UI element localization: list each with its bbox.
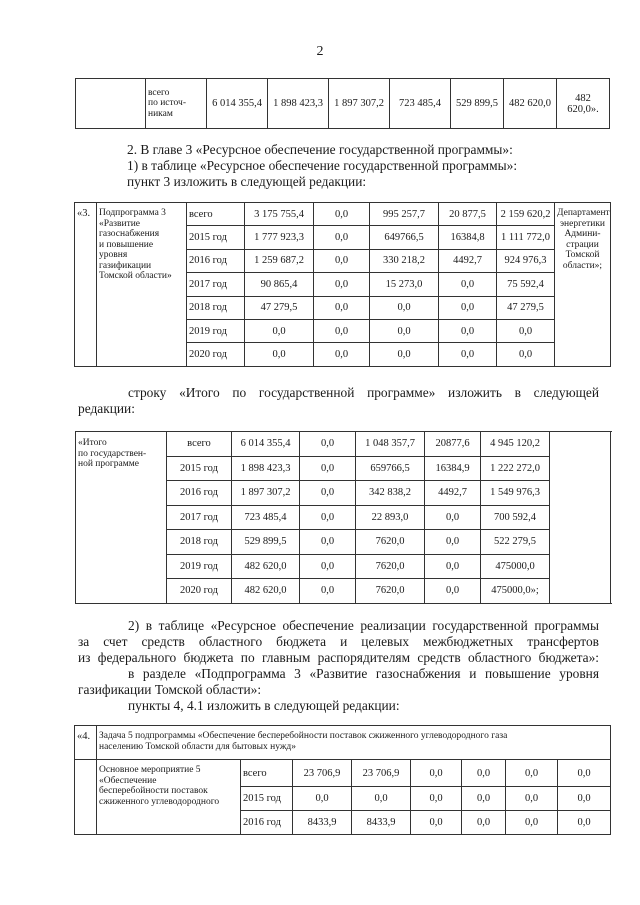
value-cell: 0,0: [314, 343, 370, 366]
value-cell: 16384,9: [425, 456, 481, 481]
task5-table: [74, 725, 611, 835]
value-cell: 0,0: [411, 787, 462, 811]
value-cell: 90 865,4: [245, 273, 314, 296]
value-cell: 482 620,0».: [557, 79, 610, 129]
sources-label: всего по источ- никам: [146, 79, 207, 129]
period-label: 2015 год: [241, 787, 293, 811]
period-label: 2016 год: [167, 481, 232, 506]
value-cell: 482 620,0: [232, 579, 300, 604]
table-row: [75, 760, 611, 787]
value-cell: 0,0: [425, 530, 481, 555]
value-cell: 0,0: [300, 481, 356, 506]
value-cell: 2 159 620,2: [497, 203, 555, 226]
value-cell: 1 048 357,7: [356, 432, 425, 457]
period-label: 2015 год: [187, 226, 245, 249]
value-cell: 0,0: [462, 811, 506, 835]
value-cell: 75 592,4: [497, 273, 555, 296]
value-cell: 1 549 976,3: [481, 481, 550, 506]
subprogram3-table: [74, 202, 611, 367]
value-cell: 0,0: [425, 579, 481, 604]
value-cell: 8433,9: [352, 811, 411, 835]
value-cell: 20 877,5: [439, 203, 497, 226]
value-cell: 995 257,7: [370, 203, 439, 226]
value-cell: 16384,8: [439, 226, 497, 249]
value-cell: 7620,0: [356, 530, 425, 555]
value-cell: 649766,5: [370, 226, 439, 249]
value-cell: 0,0: [497, 319, 555, 342]
value-cell: 0,0: [558, 787, 611, 811]
value-cell: 0,0: [411, 760, 462, 787]
value-cell: 723 485,4: [390, 79, 451, 129]
value-cell: 529 899,5: [232, 530, 300, 555]
empty-cell: [75, 760, 97, 835]
value-cell: 8433,9: [293, 811, 352, 835]
value-cell: 4492,7: [425, 481, 481, 506]
period-label: 2017 год: [167, 505, 232, 530]
value-cell: 0,0: [314, 226, 370, 249]
value-cell: 1 897 307,2: [232, 481, 300, 506]
value-cell: 0,0: [300, 554, 356, 579]
value-cell: 924 976,3: [497, 249, 555, 272]
period-label: 2016 год: [241, 811, 293, 835]
value-cell: 1 222 272,0: [481, 456, 550, 481]
value-cell: 723 485,4: [232, 505, 300, 530]
period-label: 2019 год: [167, 554, 232, 579]
value-cell: 47 279,5: [245, 296, 314, 319]
itogo-table: [75, 431, 611, 604]
value-cell: 0,0: [314, 319, 370, 342]
value-cell: 4492,7: [439, 249, 497, 272]
value-cell: 0,0: [462, 760, 506, 787]
value-cell: 522 279,5: [481, 530, 550, 555]
value-cell: 0,0: [370, 296, 439, 319]
empty-cell: [76, 79, 146, 129]
value-cell: 0,0: [300, 432, 356, 457]
value-cell: 6 014 355,4: [207, 79, 268, 129]
task-title: Задача 5 подпрограммы «Обеспечение бесперебойности поставок сжиженного углеводородного газа населению Томской области для бытовых нужд»: [97, 726, 611, 760]
activity-name: Основное мероприятие 5 «Обеспечение бесперебойности поставок сжиженного углеводородного: [97, 760, 241, 835]
value-cell: 0,0: [352, 787, 411, 811]
value-cell: 0,0: [411, 811, 462, 835]
value-cell: 475000,0»;: [481, 579, 550, 604]
period-label: 2020 год: [167, 579, 232, 604]
value-cell: 1 898 423,3: [268, 79, 329, 129]
value-cell: 1 898 423,3: [232, 456, 300, 481]
value-cell: 7620,0: [356, 554, 425, 579]
table-row: [75, 203, 611, 226]
table-row: [76, 432, 611, 457]
value-cell: 0,0: [558, 811, 611, 835]
value-cell: 0,0: [314, 249, 370, 272]
period-label: 2017 год: [187, 273, 245, 296]
value-cell: 1 897 307,2: [329, 79, 390, 129]
value-cell: 1 259 687,2: [245, 249, 314, 272]
value-cell: 0,0: [439, 343, 497, 366]
value-cell: 1 777 923,3: [245, 226, 314, 249]
value-cell: 0,0: [300, 505, 356, 530]
table-row: [75, 726, 611, 760]
empty-cell: [550, 432, 611, 604]
value-cell: 0,0: [370, 319, 439, 342]
value-cell: 482 620,0: [232, 554, 300, 579]
value-cell: 7620,0: [356, 579, 425, 604]
value-cell: 0,0: [314, 296, 370, 319]
period-label: 2019 год: [187, 319, 245, 342]
value-cell: 659766,5: [356, 456, 425, 481]
value-cell: 700 592,4: [481, 505, 550, 530]
value-cell: 0,0: [245, 319, 314, 342]
value-cell: 475000,0: [481, 554, 550, 579]
value-cell: 0,0: [425, 554, 481, 579]
value-cell: 0,0: [506, 760, 558, 787]
value-cell: 0,0: [462, 787, 506, 811]
value-cell: 0,0: [439, 273, 497, 296]
value-cell: 0,0: [314, 273, 370, 296]
value-cell: 0,0: [439, 319, 497, 342]
period-label: 2020 год: [187, 343, 245, 366]
top-total-table: [75, 78, 610, 129]
period-label: всего: [187, 203, 245, 226]
value-cell: 0,0: [439, 296, 497, 319]
value-cell: 0,0: [293, 787, 352, 811]
period-label: 2015 год: [167, 456, 232, 481]
page-number: 2: [316, 44, 324, 59]
value-cell: 330 218,2: [370, 249, 439, 272]
period-label: 2018 год: [187, 296, 245, 319]
paragraph-chapter3: 2. В главе 3 «Ресурсное обеспечение государственной программы»: 1) в таблице «Ресурсное обеспечение государственной программы»: пункт 3 изложить в следующей редакции:: [127, 142, 518, 189]
value-cell: 20877,6: [425, 432, 481, 457]
value-cell: 47 279,5: [497, 296, 555, 319]
period-label: 2016 год: [187, 249, 245, 272]
period-label: всего: [241, 760, 293, 787]
paragraph-itogo: строку «Итого по государственной программе» изложить в следующей редакции:: [78, 385, 599, 416]
value-cell: 23 706,9: [293, 760, 352, 787]
value-cell: 0,0: [558, 760, 611, 787]
period-label: всего: [167, 432, 232, 457]
value-cell: 0,0: [370, 343, 439, 366]
value-cell: 0,0: [300, 579, 356, 604]
subprogram-name: Подпрограмма 3 «Развитие газоснабжения и повышение уровня газификации Томской области»: [97, 203, 187, 367]
value-cell: 3 175 755,4: [245, 203, 314, 226]
value-cell: 6 014 355,4: [232, 432, 300, 457]
value-cell: 0,0: [314, 203, 370, 226]
value-cell: 529 899,5: [451, 79, 504, 129]
value-cell: 0,0: [245, 343, 314, 366]
item-number: «4.: [75, 726, 97, 760]
value-cell: 342 838,2: [356, 481, 425, 506]
paragraph-table2: 2) в таблице «Ресурсное обеспечение реализации государственной программы за счет средств областного бюджета и целевых межбюджетных трансфертов из федерального бюджета по главным распорядителям средств областного бюджета»: в разделе «Подпрограмма 3 «Развитие газоснабжения и повышение уровня газификации Томской области»: пункты 4, 4.1 изложить в следующей редакции:: [78, 618, 599, 713]
value-cell: 22 893,0: [356, 505, 425, 530]
value-cell: 0,0: [425, 505, 481, 530]
value-cell: 0,0: [506, 811, 558, 835]
value-cell: 4 945 120,2: [481, 432, 550, 457]
item-number: «3.: [75, 203, 97, 367]
value-cell: 0,0: [497, 343, 555, 366]
value-cell: 0,0: [300, 456, 356, 481]
period-label: 2018 год: [167, 530, 232, 555]
value-cell: 0,0: [506, 787, 558, 811]
value-cell: 0,0: [300, 530, 356, 555]
value-cell: 23 706,9: [352, 760, 411, 787]
value-cell: 482 620,0: [504, 79, 557, 129]
itogo-name: «Итого по государствен- ной программе: [76, 432, 167, 604]
value-cell: 1 111 772,0: [497, 226, 555, 249]
value-cell: 15 273,0: [370, 273, 439, 296]
responsible-executor: Департамент энергетики Админи- страции Томской области»;: [555, 203, 611, 367]
